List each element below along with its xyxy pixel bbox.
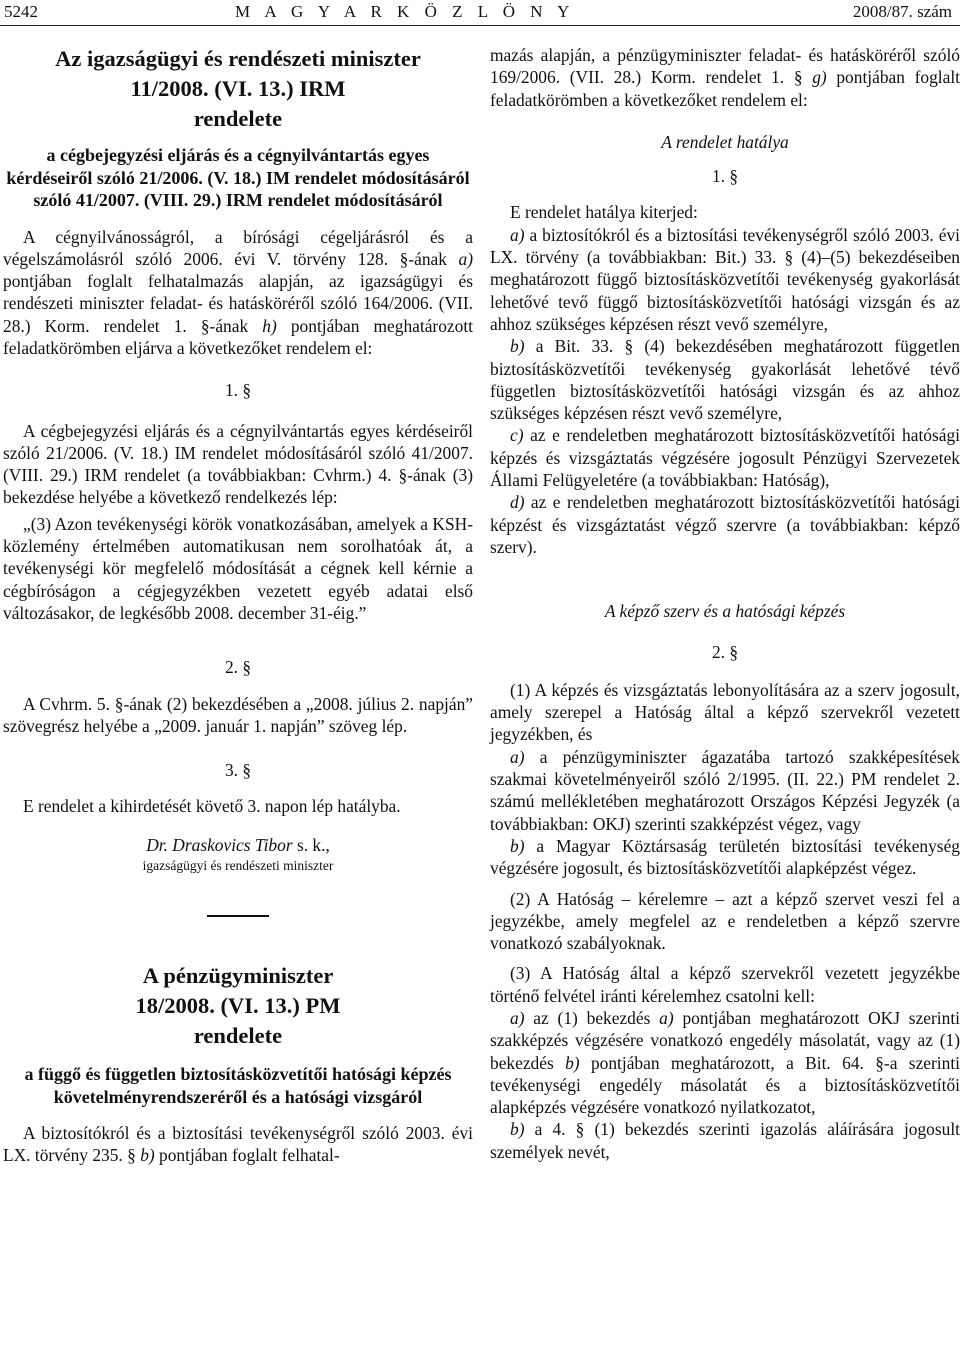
section2-para1: (1) A képzés és vizsgáztatás lebonyolítására az a szerv jogosult, amely szerepel a Hatóság által a képző szervekről vezetett jegyzékben, és (490, 679, 960, 745)
section2-para3-a: a) az (1) bekezdés a) pontjában meghatározott OKJ szerinti szakképzés végzésére vonatkozó engedély másolatát, vagy az (1) bekezdés b) pontjában meghatározott, a Bit. 64. §-a szerinti tevékenységi engedély másolatát és a biztosításközvetítői alapképzés végzésére vonatkozó nyilatkozatot, (490, 1007, 960, 1118)
signer-title: igazságügyi és rendészeti miniszter (142, 858, 334, 874)
section2-para2: (2) A Hatóság – kérelemre – azt a képző szervet veszi fel a jegyzékbe, amely megfelel az e rendeletben a képző szervre vonatkozó szabályoknak. (490, 888, 960, 954)
decree1-subject: a cégbejegyzési eljárás és a cégnyilvántartás egyes kérdéseiről szóló 21/2006. (V. 18.) IM rendelet módosításáról szóló 41/2007. (VIII. 29.) IRM rendelet módosításáról (6, 145, 470, 210)
decree2-title-issuer: A pénzügyminiszter (142, 963, 334, 989)
decree1-signature: Dr. Draskovics Tibor s. k., (146, 834, 330, 855)
journal-title: M A G Y A R K Ö Z L Ö N Y (235, 2, 575, 21)
section1-item-b: b) a Bit. 33. § (4) bekezdésében meghatározott független biztosításközvetítői tevékenység gyakorlását lehetővé tévő független biztosításközvetítői hatósági vizsgán és az ahhoz szükséges képzésen részt vevő személyre, (490, 336, 960, 424)
decree2-section1-heading: 1. § (711, 166, 739, 187)
decree1-title-type: rendelete (193, 106, 283, 131)
decree2-preamble: A biztosítókról és a biztosítási tevékenységről szóló 2003. évi LX. törvény 235. § b) pontjában foglalt felhatal- (3, 1123, 473, 1166)
decree1-section2-text: A Cvhrm. 5. §-ának (2) bekezdésében a „2008. július 2. napján” szövegrész helyébe a „2009. január 1. napján” szöveg lép. (3, 693, 473, 736)
decree2-subject: a függő és független biztosításközvetítői hatósági képzés követelményrendszeréről és a hatósági vizsgáról (24, 1064, 452, 1107)
heading-scope: A rendelet hatálya (661, 131, 789, 152)
section2-para1-b: b) a Magyar Köztársaság területén biztosítási tevékenység végzésére jogosult, és biztosításközvetítői alapképzést végez. (490, 835, 960, 879)
section1-item-a: a) a biztosítókról és a biztosítási tevékenységről szóló 2003. évi LX. törvény (a továbbiakban: Bit.) 33. § (4)–(5) bekezdéseiben meghatározott függő biztosításközvetítői tevékenység gyakorlását lehetővé tevő függő biztosításközvetítői hatósági vizsgán és az ahhoz szükséges képzésen részt vevő személyre, (490, 224, 960, 334)
issue-number: 2008/87. szám (852, 2, 952, 21)
decree1-title-number: 11/2008. (VI. 13.) IRM (130, 76, 346, 101)
heading-training: A képző szerv és a hatósági képzés (604, 601, 846, 622)
decree-separator (207, 915, 269, 917)
decree2-section2-heading: 2. § (711, 641, 739, 662)
decree1-preamble: A cégnyilvánosságról, a bírósági cégeljárásról és a végelszámolásról szóló 2006. évi V. törvény 128. §-ának a) pontjában foglalt felhatalmazás alapján, az igazságügyi és rendészeti miniszter feladat- és hatásköréről szóló 164/2006. (VII. 28.) Korm. rendelet 1. §-ának h) pontjában meghatározott feladatkörömben eljárva a következőket rendelem el: (3, 226, 473, 358)
section1-item-c: c) az e rendeletben meghatározott biztosításközvetítői hatósági képzés és vizsgáztatás végzésére jogosult Pénzügyi Szervezetek Állami Felügyeletére (a továbbiakban: Hatóság), (490, 425, 960, 491)
page-header (0, 0, 960, 22)
section2-para3-b: b) a 4. § (1) bekezdés szerinti igazolás aláírására jogosult személyek nevét, (490, 1119, 960, 1162)
decree2-title-number: 18/2008. (VI. 13.) PM (135, 993, 341, 1019)
page-number: 5242 (4, 2, 38, 21)
left-column (3, 44, 473, 1167)
header-rule (0, 25, 960, 26)
right-column (490, 44, 960, 1163)
decree2-title-type: rendelete (193, 1023, 283, 1049)
decree1-section3-text: E rendelet a kihirdetését követő 3. napon lép hatályba. (23, 796, 401, 817)
section1-item-d: d) az e rendeletben meghatározott biztosításközvetítői hatósági képzést és vizsgáztatást végző szervre (a továbbiakban: képző szerv). (490, 492, 960, 557)
decree1-section1-quote: „(3) Azon tevékenységi körök vonatkozásában, amelyek a KSH-közlemény értelmében automatikusan nem sorolhatóak át, a tevékenységi kör megfelelő módosítását a cégnek kell kérnie a cégbíróságon a cégjegyzékben vezetett egyéb adatai első változásakor, de legkésőbb 2008. december 31-éig.” (3, 513, 473, 623)
decree1-section3-heading: 3. § (224, 760, 252, 781)
decree1-section1-heading: 1. § (224, 380, 252, 401)
section2-para3: (3) A Hatóság által a képző szervekről vezetett jegyzékbe történő felvétel iránti kérelemhez csatolni kell: (490, 963, 960, 1006)
decree1-title-issuer: Az igazságügyi és rendészeti miniszter (55, 46, 421, 71)
decree2-preamble-continued: mazás alapján, a pénzügyminiszter feladat- és hatásköréről szóló 169/2006. (VII. 28.) Korm. rendelet 1. § g) pontjában foglalt feladatkörömben a következőket rendelem el: (490, 45, 960, 110)
signer-name: Dr. Draskovics Tibor (146, 834, 293, 855)
section1-intro: E rendelet hatálya kiterjed: (510, 202, 698, 223)
decree1-section1-text: A cégbejegyzési eljárás és a cégnyilvántartás egyes kérdéseiről szóló 21/2006. (V. 18.) IM rendelet módosításáról szóló 41/2007. (VIII. 29.) IRM rendelet (a továbbiakban: Cvhrm.) 4. §-ának (3) bekezdése helyébe a következő rendelkezés lép: (3, 420, 473, 508)
decree1-section2-heading: 2. § (224, 657, 252, 678)
section2-para1-a: a) a pénzügyminiszter ágazatába tartozó szakképesítések szakmai követelményeiről szóló 2/1995. (II. 22.) PM rendelet 2. számú mellékletében meghatározott Országos Képzési Jegyzék (a továbbiakban: OKJ) szerinti szakképzést végez, vagy (490, 746, 960, 834)
